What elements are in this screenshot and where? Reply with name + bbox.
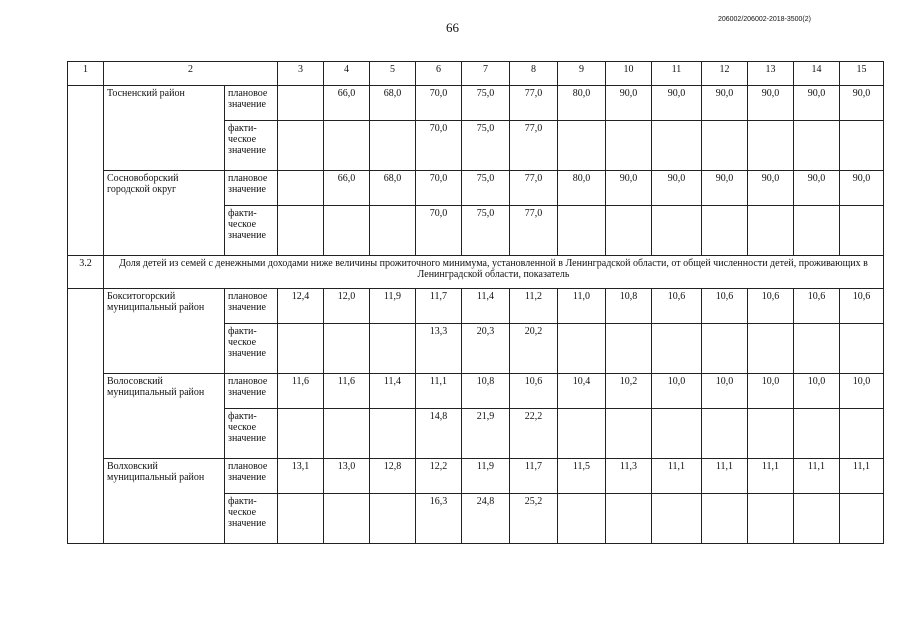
district-name: Тосненский район (104, 86, 225, 171)
fact-value: 13,3 (416, 324, 462, 374)
plan-value (278, 171, 324, 206)
plan-label: плановое значение (225, 459, 278, 494)
plan-value: 11,0 (558, 289, 606, 324)
header-cell: 9 (558, 62, 606, 86)
fact-value (278, 494, 324, 544)
fact-value (324, 409, 370, 459)
plan-value: 11,1 (794, 459, 840, 494)
plan-value: 11,9 (462, 459, 510, 494)
plan-value: 90,0 (748, 171, 794, 206)
plan-value: 90,0 (748, 86, 794, 121)
plan-value: 10,6 (794, 289, 840, 324)
fact-value (324, 324, 370, 374)
header-cell: 10 (606, 62, 652, 86)
header-cell: 1 (68, 62, 104, 86)
header-cell: 14 (794, 62, 840, 86)
fact-value: 25,2 (510, 494, 558, 544)
fact-value (606, 206, 652, 256)
plan-value: 75,0 (462, 171, 510, 206)
fact-value: 77,0 (510, 206, 558, 256)
plan-value: 10,2 (606, 374, 652, 409)
district-name: Бокситогорский муниципальный район (104, 289, 225, 374)
fact-value (324, 206, 370, 256)
fact-value (652, 121, 702, 171)
fact-value (794, 121, 840, 171)
fact-value (278, 121, 324, 171)
section-number-cell (68, 86, 104, 256)
fact-value (370, 494, 416, 544)
fact-value (840, 494, 884, 544)
fact-value: 16,3 (416, 494, 462, 544)
fact-value (652, 409, 702, 459)
plan-value: 11,1 (652, 459, 702, 494)
fact-value (558, 206, 606, 256)
plan-value (278, 86, 324, 121)
plan-row (68, 374, 884, 409)
fact-value (278, 206, 324, 256)
plan-row (68, 289, 884, 324)
fact-value: 22,2 (510, 409, 558, 459)
fact-value: 77,0 (510, 121, 558, 171)
header-cell: 13 (748, 62, 794, 86)
fact-label: факти-ческое значение (225, 494, 278, 544)
section-number: 3.2 (68, 256, 104, 289)
fact-value (702, 324, 748, 374)
plan-value: 80,0 (558, 171, 606, 206)
plan-value: 11,7 (416, 289, 462, 324)
plan-value: 11,1 (702, 459, 748, 494)
fact-value: 20,2 (510, 324, 558, 374)
header-cell: 15 (840, 62, 884, 86)
fact-value (840, 206, 884, 256)
plan-value: 90,0 (794, 86, 840, 121)
header-cell: 12 (702, 62, 748, 86)
plan-value: 12,2 (416, 459, 462, 494)
fact-value: 75,0 (462, 206, 510, 256)
header-cell: 4 (324, 62, 370, 86)
header-cell: 2 (104, 62, 278, 86)
fact-label: факти-ческое значение (225, 409, 278, 459)
plan-value: 10,4 (558, 374, 606, 409)
fact-value (748, 409, 794, 459)
fact-value (652, 324, 702, 374)
district-name: Волосовский муниципальный район (104, 374, 225, 459)
fact-value (278, 409, 324, 459)
fact-value (652, 206, 702, 256)
plan-value: 10,0 (702, 374, 748, 409)
plan-value: 70,0 (416, 171, 462, 206)
fact-value: 75,0 (462, 121, 510, 171)
fact-value (794, 494, 840, 544)
fact-value (370, 324, 416, 374)
fact-value (324, 121, 370, 171)
fact-value (652, 494, 702, 544)
plan-value: 68,0 (370, 171, 416, 206)
page-number: 66 (446, 20, 459, 35)
plan-value: 10,6 (652, 289, 702, 324)
plan-value: 70,0 (416, 86, 462, 121)
plan-value: 68,0 (370, 86, 416, 121)
plan-value: 11,1 (748, 459, 794, 494)
plan-label: плановое значение (225, 289, 278, 324)
plan-value: 90,0 (702, 86, 748, 121)
header-cell: 5 (370, 62, 416, 86)
header-row (68, 62, 884, 86)
plan-value: 90,0 (840, 171, 884, 206)
plan-value: 11,7 (510, 459, 558, 494)
fact-value: 24,8 (462, 494, 510, 544)
plan-value: 13,1 (278, 459, 324, 494)
fact-value: 14,8 (416, 409, 462, 459)
fact-value (324, 494, 370, 544)
fact-value (558, 121, 606, 171)
fact-value (794, 409, 840, 459)
fact-label: факти-ческое значение (225, 206, 278, 256)
header-cell: 8 (510, 62, 558, 86)
fact-label: факти-ческое значение (225, 324, 278, 374)
fact-value (794, 206, 840, 256)
plan-value: 10,0 (652, 374, 702, 409)
fact-value (558, 324, 606, 374)
plan-value: 12,4 (278, 289, 324, 324)
header-cell: 6 (416, 62, 462, 86)
plan-value: 10,6 (840, 289, 884, 324)
plan-value: 90,0 (606, 86, 652, 121)
fact-value: 20,3 (462, 324, 510, 374)
plan-value: 12,8 (370, 459, 416, 494)
plan-value: 11,5 (558, 459, 606, 494)
district-name: Сосновоборский городской округ (104, 171, 225, 256)
plan-value: 11,1 (416, 374, 462, 409)
fact-value (370, 206, 416, 256)
fact-value (606, 494, 652, 544)
fact-value (558, 409, 606, 459)
fact-value (606, 121, 652, 171)
plan-value: 11,1 (840, 459, 884, 494)
header-cell: 11 (652, 62, 702, 86)
fact-value (840, 409, 884, 459)
fact-value (558, 494, 606, 544)
header-cell: 7 (462, 62, 510, 86)
section-number-cell (68, 289, 104, 544)
plan-row (68, 86, 884, 121)
plan-value: 11,2 (510, 289, 558, 324)
fact-value (840, 324, 884, 374)
plan-value: 77,0 (510, 171, 558, 206)
plan-value: 13,0 (324, 459, 370, 494)
plan-value: 10,0 (748, 374, 794, 409)
plan-value: 90,0 (652, 171, 702, 206)
plan-value: 10,6 (702, 289, 748, 324)
plan-value: 11,6 (278, 374, 324, 409)
plan-row (68, 459, 884, 494)
header-cell: 3 (278, 62, 324, 86)
fact-value (702, 121, 748, 171)
plan-value: 10,6 (748, 289, 794, 324)
plan-value: 10,8 (606, 289, 652, 324)
fact-label: факти-ческое значение (225, 121, 278, 171)
fact-value (278, 324, 324, 374)
plan-row (68, 171, 884, 206)
district-name: Волховский муниципальный район (104, 459, 225, 544)
fact-value: 70,0 (416, 206, 462, 256)
plan-value: 90,0 (606, 171, 652, 206)
plan-value: 77,0 (510, 86, 558, 121)
fact-value (370, 409, 416, 459)
plan-value: 66,0 (324, 86, 370, 121)
plan-value: 10,8 (462, 374, 510, 409)
plan-value: 90,0 (840, 86, 884, 121)
fact-value (748, 494, 794, 544)
fact-value (702, 409, 748, 459)
plan-value: 12,0 (324, 289, 370, 324)
fact-value (370, 121, 416, 171)
indicator-table (67, 61, 884, 544)
section-row (68, 256, 884, 289)
plan-value: 10,0 (840, 374, 884, 409)
plan-value: 80,0 (558, 86, 606, 121)
plan-label: плановое значение (225, 171, 278, 206)
fact-value: 70,0 (416, 121, 462, 171)
fact-value (748, 324, 794, 374)
fact-value (606, 409, 652, 459)
plan-value: 11,4 (370, 374, 416, 409)
plan-value: 90,0 (702, 171, 748, 206)
plan-value: 11,9 (370, 289, 416, 324)
document-code: 206002/206002-2018-3500(2) (717, 16, 811, 23)
fact-value (748, 121, 794, 171)
fact-value (794, 324, 840, 374)
plan-value: 10,0 (794, 374, 840, 409)
fact-value (606, 324, 652, 374)
fact-value (840, 121, 884, 171)
plan-value: 90,0 (794, 171, 840, 206)
fact-value (702, 494, 748, 544)
section-title: Доля детей из семей с денежными доходами ниже величины прожиточного минимума, установленной в Ленинградской области, от общей численности детей, проживающих в Ленинградской области, показатель (104, 256, 884, 289)
plan-value: 90,0 (652, 86, 702, 121)
plan-value: 11,6 (324, 374, 370, 409)
fact-value (748, 206, 794, 256)
plan-label: плановое значение (225, 374, 278, 409)
plan-value: 10,6 (510, 374, 558, 409)
plan-value: 66,0 (324, 171, 370, 206)
plan-value: 11,4 (462, 289, 510, 324)
plan-label: плановое значение (225, 86, 278, 121)
fact-value: 21,9 (462, 409, 510, 459)
plan-value: 11,3 (606, 459, 652, 494)
plan-value: 75,0 (462, 86, 510, 121)
fact-value (702, 206, 748, 256)
